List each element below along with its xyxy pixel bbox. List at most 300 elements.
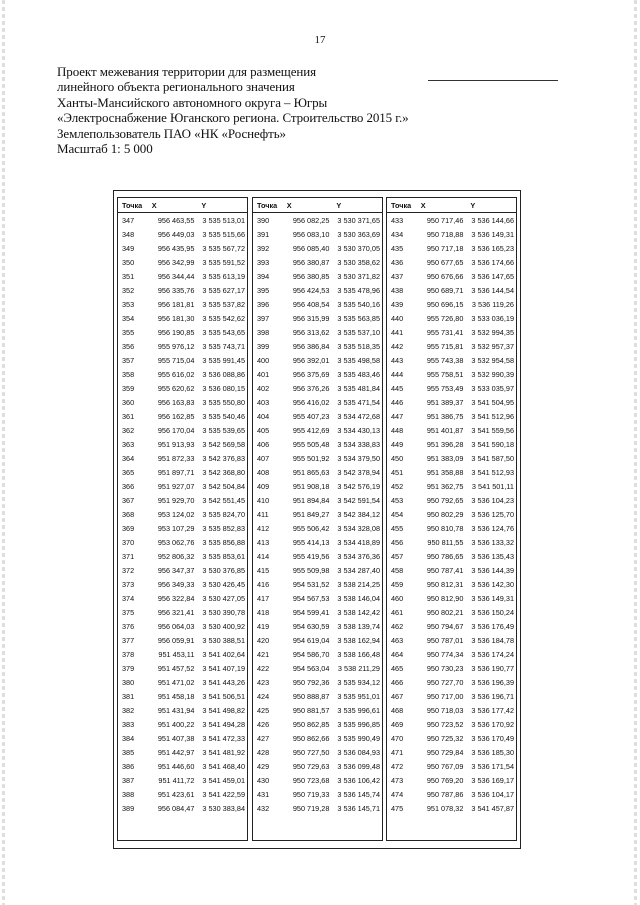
y-coordinate: 3 536 149,31 xyxy=(471,229,514,239)
point-number: 459 xyxy=(391,579,404,589)
x-coordinate: 951 401,87 xyxy=(426,425,464,435)
x-coordinate: 951 457,52 xyxy=(157,663,195,673)
x-coordinate: 953 062,76 xyxy=(157,537,195,547)
table-row xyxy=(387,479,516,493)
point-number: 465 xyxy=(391,663,404,673)
point-number: 427 xyxy=(257,733,270,743)
table-row xyxy=(387,731,516,745)
table-row xyxy=(118,773,247,787)
table-row xyxy=(253,717,382,731)
point-number: 409 xyxy=(257,481,270,491)
x-coordinate: 951 411,72 xyxy=(158,775,195,785)
x-coordinate: 956 084,47 xyxy=(157,803,195,813)
y-coordinate: 3 535 996,85 xyxy=(337,719,380,729)
point-number: 440 xyxy=(391,313,404,323)
point-number: 472 xyxy=(391,761,404,771)
table-row xyxy=(118,465,247,479)
table-row xyxy=(118,255,247,269)
x-coordinate: 950 717,46 xyxy=(426,215,464,225)
y-coordinate: 3 542 576,19 xyxy=(337,481,380,491)
x-coordinate: 950 717,00 xyxy=(426,691,464,701)
y-coordinate: 3 536 171,54 xyxy=(471,761,514,771)
y-coordinate: 3 541 407,19 xyxy=(202,663,245,673)
x-coordinate: 950 792,65 xyxy=(426,495,464,505)
y-coordinate: 3 536 142,30 xyxy=(471,579,514,589)
scan-edge-left xyxy=(2,0,5,905)
table-row xyxy=(253,255,382,269)
y-coordinate: 3 542 591,54 xyxy=(337,495,380,505)
point-number: 404 xyxy=(257,411,270,421)
point-number: 373 xyxy=(122,579,135,589)
x-coordinate: 950 767,09 xyxy=(426,761,464,771)
x-coordinate: 956 322,84 xyxy=(157,593,195,603)
y-coordinate: 3 535 498,58 xyxy=(337,355,380,365)
point-number: 473 xyxy=(391,775,404,785)
point-number: 394 xyxy=(257,271,270,281)
table-row xyxy=(118,801,247,815)
table-row xyxy=(118,661,247,675)
x-coordinate: 956 392,01 xyxy=(292,355,330,365)
y-coordinate: 3 535 856,88 xyxy=(202,537,245,547)
table-row xyxy=(253,703,382,717)
table-row xyxy=(387,549,516,563)
point-number: 398 xyxy=(257,327,270,337)
y-coordinate: 3 536 177,42 xyxy=(471,705,514,715)
header-line-2: линейного объекта регионального значения xyxy=(57,79,295,95)
table-row xyxy=(387,283,516,297)
x-coordinate: 951 383,09 xyxy=(426,453,464,463)
table-row xyxy=(118,409,247,423)
point-number: 406 xyxy=(257,439,270,449)
table-row xyxy=(253,591,382,605)
point-number: 356 xyxy=(122,341,135,351)
point-number: 399 xyxy=(257,341,270,351)
y-coordinate: 3 536 174,24 xyxy=(471,649,514,659)
point-number: 370 xyxy=(122,537,135,547)
point-number: 403 xyxy=(257,397,270,407)
x-coordinate: 956 082,25 xyxy=(292,215,330,225)
x-coordinate: 954 599,41 xyxy=(292,607,330,617)
table-row xyxy=(253,577,382,591)
x-coordinate: 951 400,22 xyxy=(157,719,195,729)
table-row xyxy=(118,507,247,521)
y-coordinate: 3 536 124,76 xyxy=(471,523,514,533)
x-coordinate: 950 689,71 xyxy=(426,285,464,295)
table-row xyxy=(387,563,516,577)
point-number: 353 xyxy=(122,299,135,309)
y-coordinate: 3 532 954,58 xyxy=(471,355,514,365)
y-coordinate: 3 536 184,78 xyxy=(471,635,514,645)
y-coordinate: 3 530 371,82 xyxy=(337,271,380,281)
point-number: 428 xyxy=(257,747,270,757)
x-coordinate: 950 792,36 xyxy=(292,677,330,687)
y-coordinate: 3 536 185,30 xyxy=(471,747,514,757)
point-number: 449 xyxy=(391,439,404,449)
point-number: 461 xyxy=(391,607,404,617)
column-header-point: Точка xyxy=(257,200,278,210)
table-row xyxy=(387,493,516,507)
x-coordinate: 956 313,62 xyxy=(292,327,330,337)
x-coordinate: 950 717,18 xyxy=(426,243,464,253)
y-coordinate: 3 535 627,17 xyxy=(202,285,245,295)
y-coordinate: 3 536 190,77 xyxy=(471,663,514,673)
table-row xyxy=(253,493,382,507)
column-header-x: X xyxy=(286,200,292,210)
x-coordinate: 956 375,69 xyxy=(292,369,330,379)
table-row xyxy=(253,451,382,465)
y-coordinate: 3 534 472,68 xyxy=(337,411,380,421)
x-coordinate: 950 719,33 xyxy=(292,789,330,799)
y-coordinate: 3 536 196,71 xyxy=(471,691,514,701)
x-coordinate: 953 124,02 xyxy=(157,509,195,519)
x-coordinate: 956 083,10 xyxy=(292,229,330,239)
point-number: 408 xyxy=(257,467,270,477)
y-coordinate: 3 530 427,05 xyxy=(202,593,245,603)
y-coordinate: 3 536 080,15 xyxy=(202,383,245,393)
table-row xyxy=(118,423,247,437)
y-coordinate: 3 534 379,50 xyxy=(337,453,380,463)
table-row xyxy=(387,437,516,451)
y-coordinate: 3 535 518,35 xyxy=(337,341,380,351)
point-number: 470 xyxy=(391,733,404,743)
point-number: 446 xyxy=(391,397,404,407)
point-number: 375 xyxy=(122,607,135,617)
x-coordinate: 952 806,32 xyxy=(157,551,195,561)
point-number: 423 xyxy=(257,677,270,687)
table-row xyxy=(387,633,516,647)
table-row xyxy=(253,367,382,381)
table-row xyxy=(387,647,516,661)
y-coordinate: 3 536 169,17 xyxy=(471,775,514,785)
table-row xyxy=(253,381,382,395)
y-coordinate: 3 534 287,40 xyxy=(337,565,380,575)
y-coordinate: 3 535 481,84 xyxy=(337,383,380,393)
x-coordinate: 950 729,63 xyxy=(292,761,330,771)
y-coordinate: 3 538 139,74 xyxy=(337,621,380,631)
x-coordinate: 953 107,29 xyxy=(157,523,195,533)
x-coordinate: 951 849,27 xyxy=(292,509,330,519)
x-coordinate: 951 407,38 xyxy=(157,733,195,743)
point-number: 376 xyxy=(122,621,135,631)
y-coordinate: 3 536 145,71 xyxy=(337,803,380,813)
table-row xyxy=(253,409,382,423)
point-number: 377 xyxy=(122,635,135,645)
point-number: 443 xyxy=(391,355,404,365)
point-number: 426 xyxy=(257,719,270,729)
x-coordinate: 955 715,04 xyxy=(157,355,195,365)
table-row xyxy=(387,535,516,549)
point-number: 390 xyxy=(257,215,270,225)
table-row xyxy=(118,311,247,325)
y-coordinate: 3 536 106,42 xyxy=(337,775,380,785)
x-coordinate: 955 743,38 xyxy=(426,355,464,365)
y-coordinate: 3 536 104,17 xyxy=(471,789,514,799)
point-number: 467 xyxy=(391,691,404,701)
x-coordinate: 950 729,84 xyxy=(426,747,464,757)
y-coordinate: 3 535 563,85 xyxy=(337,313,380,323)
point-number: 460 xyxy=(391,593,404,603)
column-header-row xyxy=(118,198,247,213)
header-line-4: «Электроснабжение Юганского региона. Строительство 2015 г.» xyxy=(57,110,409,126)
y-coordinate: 3 538 146,04 xyxy=(337,593,380,603)
y-coordinate: 3 530 400,92 xyxy=(202,621,245,631)
x-coordinate: 955 976,12 xyxy=(157,341,195,351)
point-number: 401 xyxy=(257,369,270,379)
point-number: 410 xyxy=(257,495,270,505)
table-row xyxy=(118,731,247,745)
x-coordinate: 954 567,53 xyxy=(292,593,330,603)
table-row xyxy=(118,451,247,465)
point-number: 389 xyxy=(122,803,135,813)
x-coordinate: 956 344,44 xyxy=(157,271,195,281)
point-number: 354 xyxy=(122,313,135,323)
table-row xyxy=(118,493,247,507)
table-row xyxy=(118,759,247,773)
point-number: 381 xyxy=(122,691,135,701)
table-row xyxy=(253,311,382,325)
x-coordinate: 956 181,81 xyxy=(157,299,195,309)
x-coordinate: 956 376,26 xyxy=(292,383,330,393)
x-coordinate: 950 718,03 xyxy=(426,705,464,715)
x-coordinate: 956 424,53 xyxy=(292,285,330,295)
point-number: 362 xyxy=(122,425,135,435)
y-coordinate: 3 535 991,45 xyxy=(202,355,245,365)
y-coordinate: 3 541 468,40 xyxy=(202,761,245,771)
y-coordinate: 3 541 498,82 xyxy=(202,705,245,715)
table-row xyxy=(118,549,247,563)
point-number: 383 xyxy=(122,719,135,729)
x-coordinate: 955 506,42 xyxy=(292,523,330,533)
point-number: 457 xyxy=(391,551,404,561)
point-number: 367 xyxy=(122,495,135,505)
table-row xyxy=(118,353,247,367)
y-coordinate: 3 541 512,93 xyxy=(471,467,514,477)
x-coordinate: 951 458,18 xyxy=(157,691,195,701)
column-header-x: X xyxy=(151,200,157,210)
y-coordinate: 3 536 170,49 xyxy=(471,733,514,743)
x-coordinate: 950 810,78 xyxy=(426,523,464,533)
table-row xyxy=(118,269,247,283)
y-coordinate: 3 530 390,78 xyxy=(202,607,245,617)
y-coordinate: 3 541 512,96 xyxy=(471,411,514,421)
x-coordinate: 956 463,55 xyxy=(157,215,195,225)
point-number: 418 xyxy=(257,607,270,617)
y-coordinate: 3 536 174,66 xyxy=(471,257,514,267)
table-row xyxy=(253,535,382,549)
point-number: 422 xyxy=(257,663,270,673)
x-coordinate: 951 386,75 xyxy=(426,411,464,421)
table-row xyxy=(253,787,382,801)
table-row xyxy=(118,619,247,633)
x-coordinate: 956 162,85 xyxy=(157,411,195,421)
x-coordinate: 955 412,69 xyxy=(292,425,330,435)
y-coordinate: 3 536 119,26 xyxy=(471,299,514,309)
table-row xyxy=(253,563,382,577)
x-coordinate: 956 335,76 xyxy=(157,285,195,295)
header-line-5: Землепользователь ПАО «НК «Роснефть» xyxy=(57,125,286,141)
x-coordinate: 956 347,37 xyxy=(157,565,195,575)
y-coordinate: 3 541 481,92 xyxy=(202,747,245,757)
point-number: 450 xyxy=(391,453,404,463)
y-coordinate: 3 535 537,82 xyxy=(202,299,245,309)
y-coordinate: 3 541 504,95 xyxy=(471,397,514,407)
x-coordinate: 954 619,04 xyxy=(292,635,330,645)
point-number: 371 xyxy=(122,551,135,561)
table-row xyxy=(118,633,247,647)
point-number: 351 xyxy=(122,271,135,281)
column-header-y: Y xyxy=(336,200,342,210)
x-coordinate: 956 380,87 xyxy=(292,257,330,267)
y-coordinate: 3 536 104,23 xyxy=(471,495,514,505)
table-row xyxy=(387,605,516,619)
y-coordinate: 3 542 376,83 xyxy=(202,453,245,463)
point-number: 455 xyxy=(391,523,404,533)
x-coordinate: 951 929,70 xyxy=(157,495,195,505)
x-coordinate: 950 802,21 xyxy=(426,607,464,617)
point-number: 453 xyxy=(391,495,404,505)
x-coordinate: 950 677,65 xyxy=(426,257,464,267)
point-number: 379 xyxy=(122,663,135,673)
x-coordinate: 955 505,48 xyxy=(292,439,330,449)
y-coordinate: 3 535 613,19 xyxy=(202,271,245,281)
y-coordinate: 3 536 165,23 xyxy=(471,243,514,253)
x-coordinate: 956 435,95 xyxy=(157,243,195,253)
y-coordinate: 3 535 540,16 xyxy=(337,299,380,309)
y-coordinate: 3 535 542,62 xyxy=(202,313,245,323)
table-row xyxy=(387,801,516,815)
x-coordinate: 954 586,70 xyxy=(292,649,330,659)
table-row xyxy=(387,591,516,605)
point-number: 384 xyxy=(122,733,135,743)
point-number: 429 xyxy=(257,761,270,771)
table-row xyxy=(118,745,247,759)
point-number: 469 xyxy=(391,719,404,729)
point-number: 431 xyxy=(257,789,270,799)
point-number: 442 xyxy=(391,341,404,351)
table-row xyxy=(387,381,516,395)
table-row xyxy=(387,409,516,423)
x-coordinate: 950 727,70 xyxy=(426,677,464,687)
y-coordinate: 3 541 494,28 xyxy=(202,719,245,729)
x-coordinate: 950 774,34 xyxy=(426,649,464,659)
x-coordinate: 950 769,20 xyxy=(426,775,464,785)
table-row xyxy=(387,269,516,283)
table-row xyxy=(118,395,247,409)
column-header-y: Y xyxy=(201,200,207,210)
table-row xyxy=(387,619,516,633)
table-row xyxy=(387,745,516,759)
table-row xyxy=(253,675,382,689)
x-coordinate: 956 349,33 xyxy=(157,579,195,589)
y-coordinate: 3 536 144,66 xyxy=(471,215,514,225)
x-coordinate: 955 758,51 xyxy=(426,369,464,379)
y-coordinate: 3 535 853,61 xyxy=(202,551,245,561)
table-row xyxy=(387,773,516,787)
table-row xyxy=(387,465,516,479)
y-coordinate: 3 530 363,69 xyxy=(337,229,380,239)
column-header-point: Точка xyxy=(391,200,412,210)
table-row xyxy=(118,479,247,493)
x-coordinate: 956 342,99 xyxy=(157,257,195,267)
table-row xyxy=(118,647,247,661)
point-number: 424 xyxy=(257,691,270,701)
x-coordinate: 951 442,97 xyxy=(157,747,195,757)
x-coordinate: 951 446,60 xyxy=(157,761,195,771)
point-number: 358 xyxy=(122,369,135,379)
y-coordinate: 3 535 550,80 xyxy=(202,397,245,407)
column-header-row xyxy=(253,198,382,213)
table-row xyxy=(253,549,382,563)
table-row xyxy=(387,759,516,773)
y-coordinate: 3 535 539,65 xyxy=(202,425,245,435)
y-coordinate: 3 538 142,42 xyxy=(337,607,380,617)
table-row xyxy=(253,395,382,409)
table-row xyxy=(118,367,247,381)
y-coordinate: 3 535 513,01 xyxy=(202,215,245,225)
y-coordinate: 3 541 559,56 xyxy=(471,425,514,435)
table-row xyxy=(253,731,382,745)
x-coordinate: 950 725,32 xyxy=(426,733,464,743)
point-number: 349 xyxy=(122,243,135,253)
x-coordinate: 951 471,02 xyxy=(157,677,195,687)
point-number: 464 xyxy=(391,649,404,659)
table-row xyxy=(118,213,247,227)
y-coordinate: 3 538 211,29 xyxy=(337,663,380,673)
point-number: 374 xyxy=(122,593,135,603)
x-coordinate: 950 888,87 xyxy=(292,691,330,701)
point-number: 451 xyxy=(391,467,404,477)
y-coordinate: 3 530 358,62 xyxy=(337,257,380,267)
x-coordinate: 950 811,55 xyxy=(427,537,464,547)
point-number: 405 xyxy=(257,425,270,435)
x-coordinate: 950 787,01 xyxy=(426,635,464,645)
table-row xyxy=(387,255,516,269)
point-number: 385 xyxy=(122,747,135,757)
point-number: 400 xyxy=(257,355,270,365)
table-row xyxy=(253,801,382,815)
x-coordinate: 954 563,04 xyxy=(292,663,330,673)
x-coordinate: 950 787,86 xyxy=(426,789,464,799)
x-coordinate: 956 386,84 xyxy=(292,341,330,351)
table-row xyxy=(387,227,516,241)
y-coordinate: 3 535 537,10 xyxy=(337,327,380,337)
y-coordinate: 3 534 338,83 xyxy=(337,439,380,449)
scan-edge-right xyxy=(634,0,637,905)
point-number: 462 xyxy=(391,621,404,631)
x-coordinate: 951 872,33 xyxy=(157,453,195,463)
x-coordinate: 951 396,28 xyxy=(426,439,464,449)
point-number: 382 xyxy=(122,705,135,715)
y-coordinate: 3 542 569,58 xyxy=(202,439,245,449)
y-coordinate: 3 535 515,66 xyxy=(202,229,245,239)
point-number: 471 xyxy=(391,747,404,757)
y-coordinate: 3 533 036,19 xyxy=(471,313,514,323)
y-coordinate: 3 532 957,37 xyxy=(471,341,514,351)
point-number: 416 xyxy=(257,579,270,589)
point-number: 360 xyxy=(122,397,135,407)
table-row xyxy=(253,759,382,773)
x-coordinate: 955 731,41 xyxy=(426,327,464,337)
y-coordinate: 3 536 176,49 xyxy=(471,621,514,631)
table-row xyxy=(387,423,516,437)
point-number: 411 xyxy=(257,509,269,519)
point-number: 417 xyxy=(257,593,270,603)
table-row xyxy=(387,325,516,339)
table-row xyxy=(253,213,382,227)
point-number: 380 xyxy=(122,677,135,687)
y-coordinate: 3 536 133,32 xyxy=(471,537,514,547)
x-coordinate: 951 927,07 xyxy=(157,481,195,491)
